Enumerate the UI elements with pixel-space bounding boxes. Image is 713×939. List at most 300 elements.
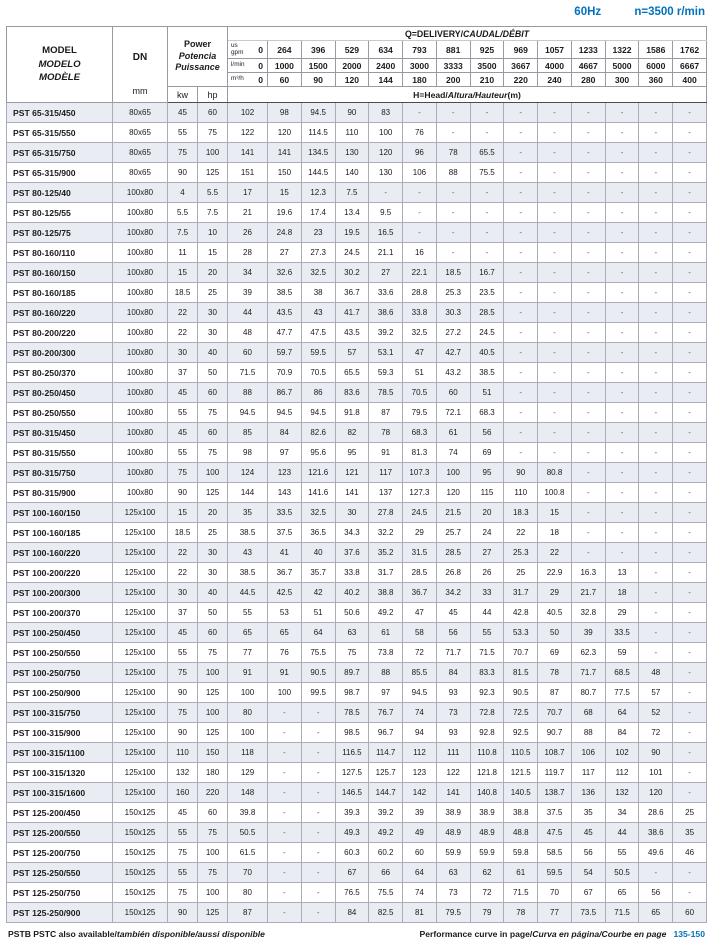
head-cell: - <box>639 163 673 183</box>
head-cell: 18 <box>605 583 639 603</box>
head-cell: 30 <box>335 503 369 523</box>
head-cell: - <box>605 143 639 163</box>
head-cell: - <box>470 203 504 223</box>
head-cell: - <box>538 283 572 303</box>
head-cell: - <box>571 423 605 443</box>
table-row <box>7 603 707 623</box>
head-cell: 19.6 <box>268 203 302 223</box>
head-cell: 75.5 <box>470 163 504 183</box>
head-cell: - <box>538 323 572 343</box>
speed-label: n=3500 r/min <box>634 6 705 18</box>
head-cell: - <box>639 523 673 543</box>
head-cell: 38.5 <box>228 523 268 543</box>
head-cell: 35 <box>228 503 268 523</box>
flow-value: 793 <box>403 41 437 59</box>
head-cell: 50 <box>538 623 572 643</box>
head-cell: 70 <box>538 883 572 903</box>
head-cell: 92.3 <box>470 683 504 703</box>
head-cell: 97 <box>268 443 302 463</box>
head-cell: 33 <box>470 583 504 603</box>
head-cell: - <box>571 223 605 243</box>
head-cell: - <box>268 863 302 883</box>
head-cell: 71.5 <box>470 643 504 663</box>
flow-unit-cell-gpm <box>228 41 268 59</box>
power-header-es: Potencia <box>178 50 217 61</box>
head-cell: 38 <box>301 283 335 303</box>
head-cell: 36.5 <box>301 523 335 543</box>
head-cell: - <box>639 423 673 443</box>
head-cell: - <box>504 103 538 123</box>
kw-cell: 22 <box>168 303 198 323</box>
head-cell: - <box>673 683 707 703</box>
table-row <box>7 403 707 423</box>
head-cell: 27.3 <box>301 243 335 263</box>
model-cell: PST 100-315/750 <box>7 703 113 723</box>
head-cell: 108.7 <box>538 743 572 763</box>
hp-cell: 75 <box>198 643 228 663</box>
table-row <box>7 663 707 683</box>
flow-value: 180 <box>403 73 437 87</box>
flow-value: 3500 <box>470 59 504 73</box>
flow-value: 6000 <box>639 59 673 73</box>
head-cell: - <box>673 603 707 623</box>
head-cell: 55 <box>605 843 639 863</box>
dn-cell: 125x100 <box>113 623 168 643</box>
power-header-en: Power <box>183 38 211 49</box>
power-header-fr: Puissance <box>175 62 220 73</box>
head-cell: 95 <box>335 443 369 463</box>
head-cell: - <box>639 583 673 603</box>
head-cell: 61 <box>436 423 470 443</box>
model-cell: PST 80-125/75 <box>7 223 113 243</box>
head-cell: - <box>639 183 673 203</box>
hp-cell: 75 <box>198 443 228 463</box>
flow-value: 1233 <box>571 41 605 59</box>
model-cell: PST 100-315/900 <box>7 723 113 743</box>
head-cell: - <box>504 303 538 323</box>
flow-value: 634 <box>369 41 403 59</box>
kw-cell: 55 <box>168 823 198 843</box>
head-cell: - <box>470 103 504 123</box>
head-cell: - <box>538 303 572 323</box>
model-cell: PST 80-160/220 <box>7 303 113 323</box>
kw-cell: 22 <box>168 323 198 343</box>
head-cell: 77.5 <box>605 683 639 703</box>
flow-unit-label: gpm <box>231 48 244 56</box>
head-cell: 27.2 <box>436 323 470 343</box>
head-cell: - <box>639 303 673 323</box>
head-cell: 38.5 <box>228 563 268 583</box>
flow-value: 3667 <box>504 59 538 73</box>
head-cell: 132 <box>605 783 639 803</box>
head-cell: - <box>301 823 335 843</box>
head-cell: 15 <box>538 503 572 523</box>
head-cell: - <box>673 423 707 443</box>
head-cell: 38.6 <box>369 303 403 323</box>
head-cell: - <box>673 383 707 403</box>
head-cell: - <box>639 263 673 283</box>
head-cell: 48.9 <box>470 823 504 843</box>
head-cell: - <box>639 143 673 163</box>
head-cell: 40 <box>301 543 335 563</box>
head-cell: 26 <box>470 563 504 583</box>
table-row <box>7 143 707 163</box>
head-cell: - <box>504 223 538 243</box>
head-cell: - <box>639 863 673 883</box>
model-cell: PST 80-125/40 <box>7 183 113 203</box>
head-cell: 83 <box>369 103 403 123</box>
hp-cell: 20 <box>198 263 228 283</box>
hp-cell: 50 <box>198 603 228 623</box>
head-cell: - <box>436 223 470 243</box>
head-cell: - <box>605 483 639 503</box>
head-cell: 49 <box>403 823 437 843</box>
head-cell: 95.6 <box>301 443 335 463</box>
head-cell: 53.3 <box>504 623 538 643</box>
head-cell: 65 <box>228 623 268 643</box>
hp-cell: 75 <box>198 863 228 883</box>
head-cell: 60 <box>228 343 268 363</box>
head-cell: 81.3 <box>403 443 437 463</box>
head-cell: 87 <box>369 403 403 423</box>
head-cell: - <box>301 723 335 743</box>
head-cell: - <box>538 243 572 263</box>
head-cell: - <box>504 343 538 363</box>
head-cell: 35 <box>673 823 707 843</box>
head-cell: 123 <box>268 463 302 483</box>
table-row <box>7 903 707 923</box>
head-cell: 31.7 <box>504 583 538 603</box>
head-cell: 48 <box>639 663 673 683</box>
head-cell: 41.7 <box>335 303 369 323</box>
head-cell: 50.5 <box>605 863 639 883</box>
head-cell: 24.5 <box>470 323 504 343</box>
head-cell: - <box>538 183 572 203</box>
head-cell: 86.7 <box>268 383 302 403</box>
head-cell: - <box>504 263 538 283</box>
kw-cell: 5.5 <box>168 203 198 223</box>
head-cell: 28.6 <box>639 803 673 823</box>
head-cell: 59.7 <box>268 343 302 363</box>
dn-cell: 80x65 <box>113 123 168 143</box>
head-cell: - <box>470 243 504 263</box>
head-cell: - <box>639 563 673 583</box>
head-cell: 120 <box>436 483 470 503</box>
head-cell: - <box>639 643 673 663</box>
hp-cell: 10 <box>198 223 228 243</box>
flow-unit-top: us <box>231 41 238 49</box>
head-cell: 50.5 <box>228 823 268 843</box>
hp-cell: 125 <box>198 163 228 183</box>
head-cell: 36.7 <box>335 283 369 303</box>
dn-cell: 150x125 <box>113 803 168 823</box>
head-cell: 90 <box>504 463 538 483</box>
head-cell: - <box>605 263 639 283</box>
head-cell: 87 <box>538 683 572 703</box>
hp-cell: 125 <box>198 723 228 743</box>
head-cell: 44 <box>470 603 504 623</box>
head-cell: - <box>673 643 707 663</box>
head-cell: - <box>268 823 302 843</box>
head-cell: - <box>673 323 707 343</box>
head-cell: 43.5 <box>268 303 302 323</box>
table-row <box>7 703 707 723</box>
frequency-label: 60Hz <box>574 6 602 18</box>
table-row <box>7 803 707 823</box>
head-cell: 59.8 <box>504 843 538 863</box>
head-cell: 101 <box>639 763 673 783</box>
page-ref: 135-150 <box>673 929 705 939</box>
model-header-fr: MODÈLE <box>38 72 81 84</box>
kw-cell: 55 <box>168 123 198 143</box>
head-cell: 49.2 <box>369 823 403 843</box>
head-cell: 94.5 <box>301 403 335 423</box>
head-cell: 39 <box>571 623 605 643</box>
head-cell: 78 <box>504 903 538 923</box>
head-cell: 100 <box>228 683 268 703</box>
kw-cell: 90 <box>168 903 198 923</box>
head-cell: 64 <box>605 703 639 723</box>
table-row <box>7 563 707 583</box>
head-cell: 70.7 <box>504 643 538 663</box>
dn-cell: 125x100 <box>113 523 168 543</box>
head-cell: 60 <box>673 903 707 923</box>
head-cell: 22 <box>504 523 538 543</box>
table-row <box>7 303 707 323</box>
head-cell: 93 <box>436 683 470 703</box>
head-cell: 78 <box>436 143 470 163</box>
dn-cell: 150x125 <box>113 883 168 903</box>
dn-cell: 125x100 <box>113 643 168 663</box>
head-cell: 70.9 <box>268 363 302 383</box>
kw-cell: 15 <box>168 503 198 523</box>
head-cell: 81.5 <box>504 663 538 683</box>
model-cell: PST 80-160/185 <box>7 283 113 303</box>
footer-note-right: Performance curve in page/Curva en página/Courbe en page 135-150 <box>419 929 705 939</box>
kw-cell: 37 <box>168 363 198 383</box>
head-cell: 140 <box>335 163 369 183</box>
head-cell: 51 <box>403 363 437 383</box>
head-cell: 76.7 <box>369 703 403 723</box>
head-cell: - <box>571 203 605 223</box>
model-cell: PST 65-315/900 <box>7 163 113 183</box>
flow-value: 4000 <box>538 59 572 73</box>
head-cell: - <box>571 483 605 503</box>
table-row <box>7 863 707 883</box>
flow-value: 2400 <box>369 59 403 73</box>
head-cell: 72 <box>639 723 673 743</box>
table-row <box>7 843 707 863</box>
head-cell: 92.5 <box>504 723 538 743</box>
head-cell: 39.3 <box>335 803 369 823</box>
head-cell: 118 <box>228 743 268 763</box>
head-cell: - <box>470 183 504 203</box>
table-header <box>7 27 707 103</box>
head-cell: 94.5 <box>228 403 268 423</box>
head-cell: 95 <box>470 463 504 483</box>
head-cell: 130 <box>335 143 369 163</box>
head-cell: 90.7 <box>538 723 572 743</box>
head-cell: - <box>605 303 639 323</box>
head-cell: - <box>436 203 470 223</box>
dn-header <box>113 27 168 103</box>
table-row <box>7 743 707 763</box>
head-cell: 13 <box>605 563 639 583</box>
kw-cell: 75 <box>168 143 198 163</box>
dn-cell: 100x80 <box>113 443 168 463</box>
head-cell: 72.5 <box>504 703 538 723</box>
head-cell: 57 <box>335 343 369 363</box>
head-cell: - <box>605 463 639 483</box>
head-cell: - <box>538 203 572 223</box>
model-cell: PST 65-315/550 <box>7 123 113 143</box>
dn-cell: 125x100 <box>113 663 168 683</box>
head-cell: - <box>673 223 707 243</box>
head-cell: 48 <box>228 323 268 343</box>
head-cell: 72.1 <box>436 403 470 423</box>
flow-value: 396 <box>301 41 335 59</box>
head-cell: - <box>673 563 707 583</box>
head-cell: 59.3 <box>369 363 403 383</box>
head-cell: 122 <box>436 763 470 783</box>
head-cell: 112 <box>605 763 639 783</box>
head-cell: 34.3 <box>335 523 369 543</box>
head-cell: 42 <box>301 583 335 603</box>
head-cell: 16.3 <box>571 563 605 583</box>
hp-cell: 125 <box>198 903 228 923</box>
head-cell: 119.7 <box>538 763 572 783</box>
head-cell: - <box>639 323 673 343</box>
head-cell: 34 <box>228 263 268 283</box>
head-cell: 42.5 <box>268 583 302 603</box>
head-cell: - <box>673 123 707 143</box>
head-cell: - <box>673 483 707 503</box>
head-cell: - <box>403 103 437 123</box>
head-cell: 39.2 <box>369 803 403 823</box>
head-cell: - <box>504 363 538 383</box>
model-cell: PST 80-250/450 <box>7 383 113 403</box>
kw-cell: 18.5 <box>168 523 198 543</box>
head-cell: - <box>571 323 605 343</box>
flow-value: 220 <box>504 73 538 87</box>
head-cell: 39 <box>403 803 437 823</box>
dn-cell: 100x80 <box>113 263 168 283</box>
kw-cell: 110 <box>168 743 198 763</box>
head-cell: - <box>673 863 707 883</box>
flow-value: 2000 <box>335 59 369 73</box>
head-cell: - <box>605 343 639 363</box>
head-cell: - <box>504 123 538 143</box>
head-cell: 35.2 <box>369 543 403 563</box>
dn-cell: 80x65 <box>113 103 168 123</box>
head-cell: 72.8 <box>470 703 504 723</box>
hp-cell: 30 <box>198 303 228 323</box>
hp-cell: 7.5 <box>198 203 228 223</box>
flow-zero: 0 <box>258 60 263 71</box>
head-cell: 23.5 <box>470 283 504 303</box>
head-cell: - <box>673 243 707 263</box>
head-cell: 117 <box>571 763 605 783</box>
head-cell: - <box>673 543 707 563</box>
head-cell: 114.7 <box>369 743 403 763</box>
head-cell: 42.7 <box>436 343 470 363</box>
head-cell: - <box>605 323 639 343</box>
head-cell: 25.3 <box>504 543 538 563</box>
dn-cell: 125x100 <box>113 783 168 803</box>
head-cell: 86 <box>301 383 335 403</box>
head-cell: 87 <box>228 903 268 923</box>
head-cell: 59 <box>605 643 639 663</box>
head-cell: - <box>369 183 403 203</box>
head-cell: 25 <box>504 563 538 583</box>
hp-cell: 25 <box>198 283 228 303</box>
head-cell: - <box>538 123 572 143</box>
kw-cell: 90 <box>168 483 198 503</box>
head-cell: 89.7 <box>335 663 369 683</box>
head-cell: 64 <box>301 623 335 643</box>
kw-cell: 45 <box>168 103 198 123</box>
head-cell: 61 <box>504 863 538 883</box>
head-cell: - <box>436 183 470 203</box>
head-cell: 84 <box>335 903 369 923</box>
model-cell: PST 80-315/750 <box>7 463 113 483</box>
head-cell: - <box>436 123 470 143</box>
hp-cell: 100 <box>198 703 228 723</box>
table-row <box>7 463 707 483</box>
head-cell: - <box>673 143 707 163</box>
head-cell: - <box>470 123 504 143</box>
model-header-en: MODEL <box>42 45 77 57</box>
head-cell: 44.5 <box>228 583 268 603</box>
head-cell: - <box>571 263 605 283</box>
dn-cell: 100x80 <box>113 303 168 323</box>
head-cell: - <box>639 543 673 563</box>
head-cell: - <box>268 723 302 743</box>
head-cell: - <box>605 363 639 383</box>
kw-cell: 75 <box>168 843 198 863</box>
hp-cell: 20 <box>198 503 228 523</box>
model-cell: PST 80-160/110 <box>7 243 113 263</box>
head-cell: - <box>571 303 605 323</box>
head-cell: - <box>301 803 335 823</box>
head-cell: 121.5 <box>504 763 538 783</box>
kw-cell: 22 <box>168 563 198 583</box>
head-cell: 20 <box>470 503 504 523</box>
head-cell: 47 <box>403 343 437 363</box>
head-cell: - <box>268 703 302 723</box>
dn-cell: 125x100 <box>113 743 168 763</box>
head-cell: 65.5 <box>335 363 369 383</box>
hp-cell: 5.5 <box>198 183 228 203</box>
head-cell: - <box>268 803 302 823</box>
head-cell: 75 <box>335 643 369 663</box>
kw-cell: 75 <box>168 883 198 903</box>
head-cell: 81 <box>403 903 437 923</box>
head-cell: 100 <box>369 123 403 143</box>
hp-cell: 75 <box>198 403 228 423</box>
flow-value: 969 <box>504 41 538 59</box>
head-cell: 100 <box>228 723 268 743</box>
head-cell: - <box>639 223 673 243</box>
model-cell: PST 65-315/450 <box>7 103 113 123</box>
head-cell: 91 <box>228 663 268 683</box>
table-body <box>7 103 707 923</box>
hp-cell: 100 <box>198 843 228 863</box>
head-cell: 117 <box>369 463 403 483</box>
head-cell: 45 <box>436 603 470 623</box>
table-row <box>7 283 707 303</box>
head-cell: 44 <box>228 303 268 323</box>
